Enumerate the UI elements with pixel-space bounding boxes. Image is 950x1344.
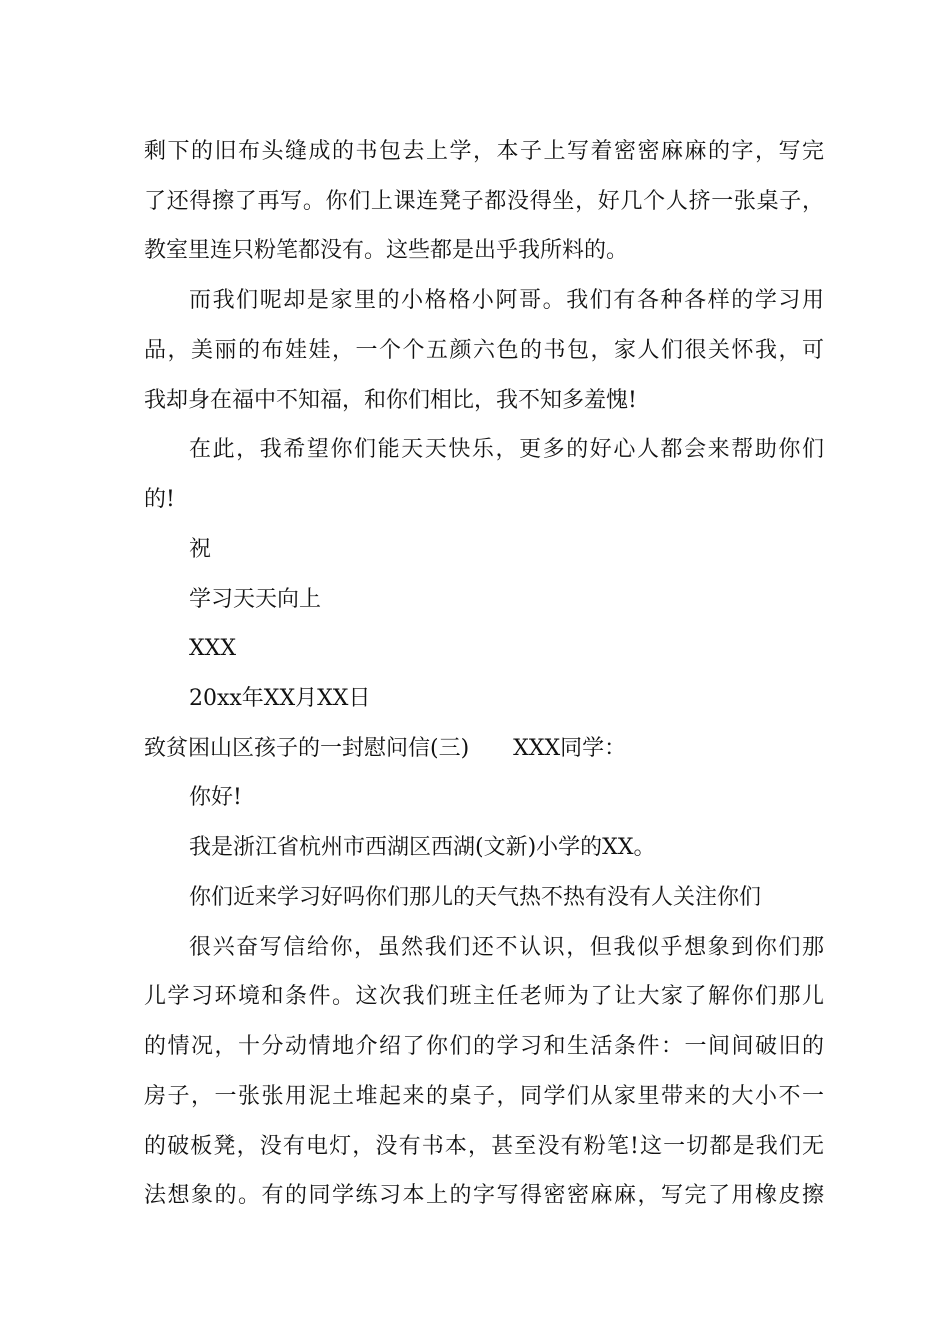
text-line: 了还得擦了再写。你们上课连凳子都没得坐，好几个人挤一张桌子，	[144, 189, 824, 214]
paragraph-start-line: 而我们呢却是家里的小格格小阿哥。我们有各种各样的学习用	[189, 288, 824, 313]
letter-date: 20xx年XX月XX日	[189, 686, 371, 711]
closing-greeting: 祝	[189, 537, 212, 562]
letter-heading: 致贫困山区孩子的一封慰问信(三) XXX同学：	[144, 736, 627, 761]
closing-wish: 学习天天向上	[189, 587, 322, 612]
paragraph-start-line: 很兴奋写信给你，虽然我们还不认识，但我似乎想象到你们那	[189, 935, 824, 960]
text-line: 房子，一张张用泥土堆起来的桌子，同学们从家里带来的大小不一	[144, 1084, 824, 1109]
text-line: 你们近来学习好吗你们那儿的天气热不热有没有人关注你们	[189, 885, 762, 910]
text-line: 的情况，十分动情地介绍了你们的学习和生活条件：一间间破旧的	[144, 1034, 824, 1059]
text-line: 的破板凳，没有电灯，没有书本，甚至没有粉笔!这一切都是我们无	[144, 1134, 824, 1159]
text-line: 的!	[144, 487, 175, 512]
text-line: 儿学习环境和条件。这次我们班主任老师为了让大家了解你们那儿	[144, 984, 824, 1009]
paragraph-start-line: 在此，我希望你们能天天快乐，更多的好心人都会来帮助你们	[189, 437, 824, 462]
text-line: 我是浙江省杭州市西湖区西湖(文新)小学的XX。	[189, 835, 656, 860]
text-line: 教室里连只粉笔都没有。这些都是出乎我所料的。	[144, 238, 629, 263]
text-line: 品，美丽的布娃娃，一个个五颜六色的书包，家人们很关怀我，可	[144, 338, 824, 363]
signature: XXX	[189, 636, 236, 661]
salutation: 你好!	[189, 785, 242, 810]
text-line: 我却身在福中不知福，和你们相比，我不知多羞愧!	[144, 388, 637, 413]
text-line: 剩下的旧布头缝成的书包去上学，本子上写着密密麻麻的字，写完	[144, 139, 824, 164]
text-line: 法想象的。有的同学练习本上的字写得密密麻麻，写完了用橡皮擦	[144, 1183, 824, 1208]
